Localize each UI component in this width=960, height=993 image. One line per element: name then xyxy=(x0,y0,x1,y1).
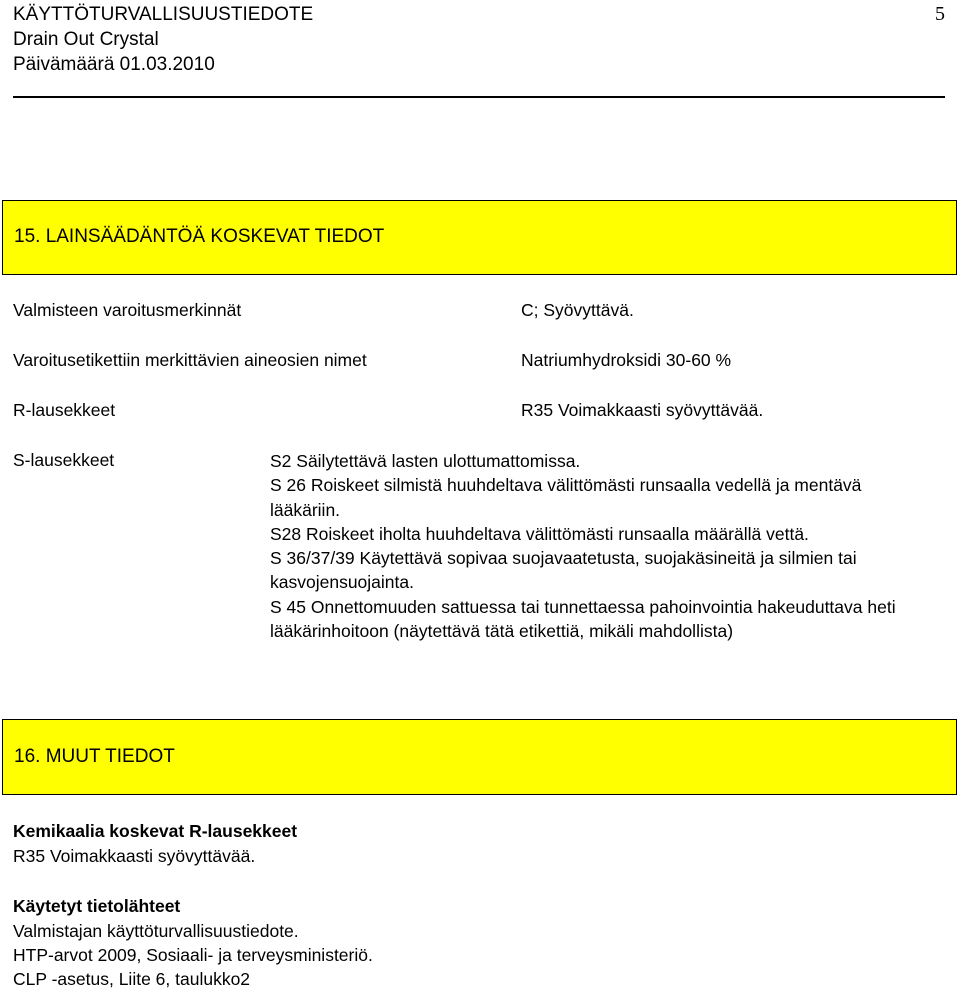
section-15-title: 15. LAINSÄÄDÄNTÖÄ KOSKEVAT TIEDOT xyxy=(14,226,385,247)
s-phrases-list xyxy=(270,449,930,643)
source-item: CLP -asetus, Liite 6, taulukko2 xyxy=(13,969,251,989)
ingredient-label: Varoitusetikettiin merkittävien aineosien nimet xyxy=(13,350,367,370)
sources-heading: Käytetyt tietolähteet xyxy=(13,896,181,916)
s-phrases-label: S-lausekkeet xyxy=(13,450,115,470)
s-phrase-item: S2 Säilytettävä lasten ulottumattomissa. xyxy=(270,451,581,471)
r-phrases-heading: Kemikaalia koskevat R-lausekkeet xyxy=(13,821,298,841)
document-title: KÄYTTÖTURVALLISUUSTIEDOTE xyxy=(13,4,314,25)
r-phrases-label: R-lausekkeet xyxy=(13,400,116,420)
product-name: Drain Out Crystal xyxy=(13,29,159,50)
section-16-title: 16. MUUT TIEDOT xyxy=(14,746,175,767)
source-item: Valmistajan käyttöturvallisuustiedote. xyxy=(13,921,299,941)
section-16-banner xyxy=(2,719,957,795)
s-phrase-item: S 45 Onnettomuuden sattuessa tai tunnettaessa pahoinvointia hakeuduttava heti lääkärinhoitoon (näytettävä tätä etikettiä, mikäli mahdollista) xyxy=(270,596,896,642)
source-item: HTP-arvot 2009, Sosiaali- ja terveysministeriö. xyxy=(13,945,373,965)
s-phrase-item: S 36/37/39 Käytettävä sopivaa suojavaatetusta, suojakäsineitä ja silmien tai kasvojensuojainta. xyxy=(270,548,857,593)
r-phrases-value: R35 Voimakkaasti syövyttävää. xyxy=(521,400,764,420)
s-phrase-item: S28 Roiskeet iholta huuhdeltava välittömästi runsaalla määrällä vettä. xyxy=(270,523,809,544)
r-phrases-text: R35 Voimakkaasti syövyttävää. xyxy=(13,846,256,866)
warning-label: Valmisteen varoitusmerkinnät xyxy=(13,300,242,320)
warning-value: C; Syövyttävä. xyxy=(521,300,634,320)
s-phrase-item: S 26 Roiskeet silmistä huuhdeltava välittömästi runsaalla vedellä ja mentävä lääkäriin. xyxy=(270,475,862,520)
ingredient-value: Natriumhydroksidi 30-60 % xyxy=(521,350,732,370)
document-date: Päivämäärä 01.03.2010 xyxy=(13,54,215,75)
section-15-banner xyxy=(2,200,957,275)
header-divider xyxy=(13,96,945,98)
page-number: 5 xyxy=(935,3,945,25)
